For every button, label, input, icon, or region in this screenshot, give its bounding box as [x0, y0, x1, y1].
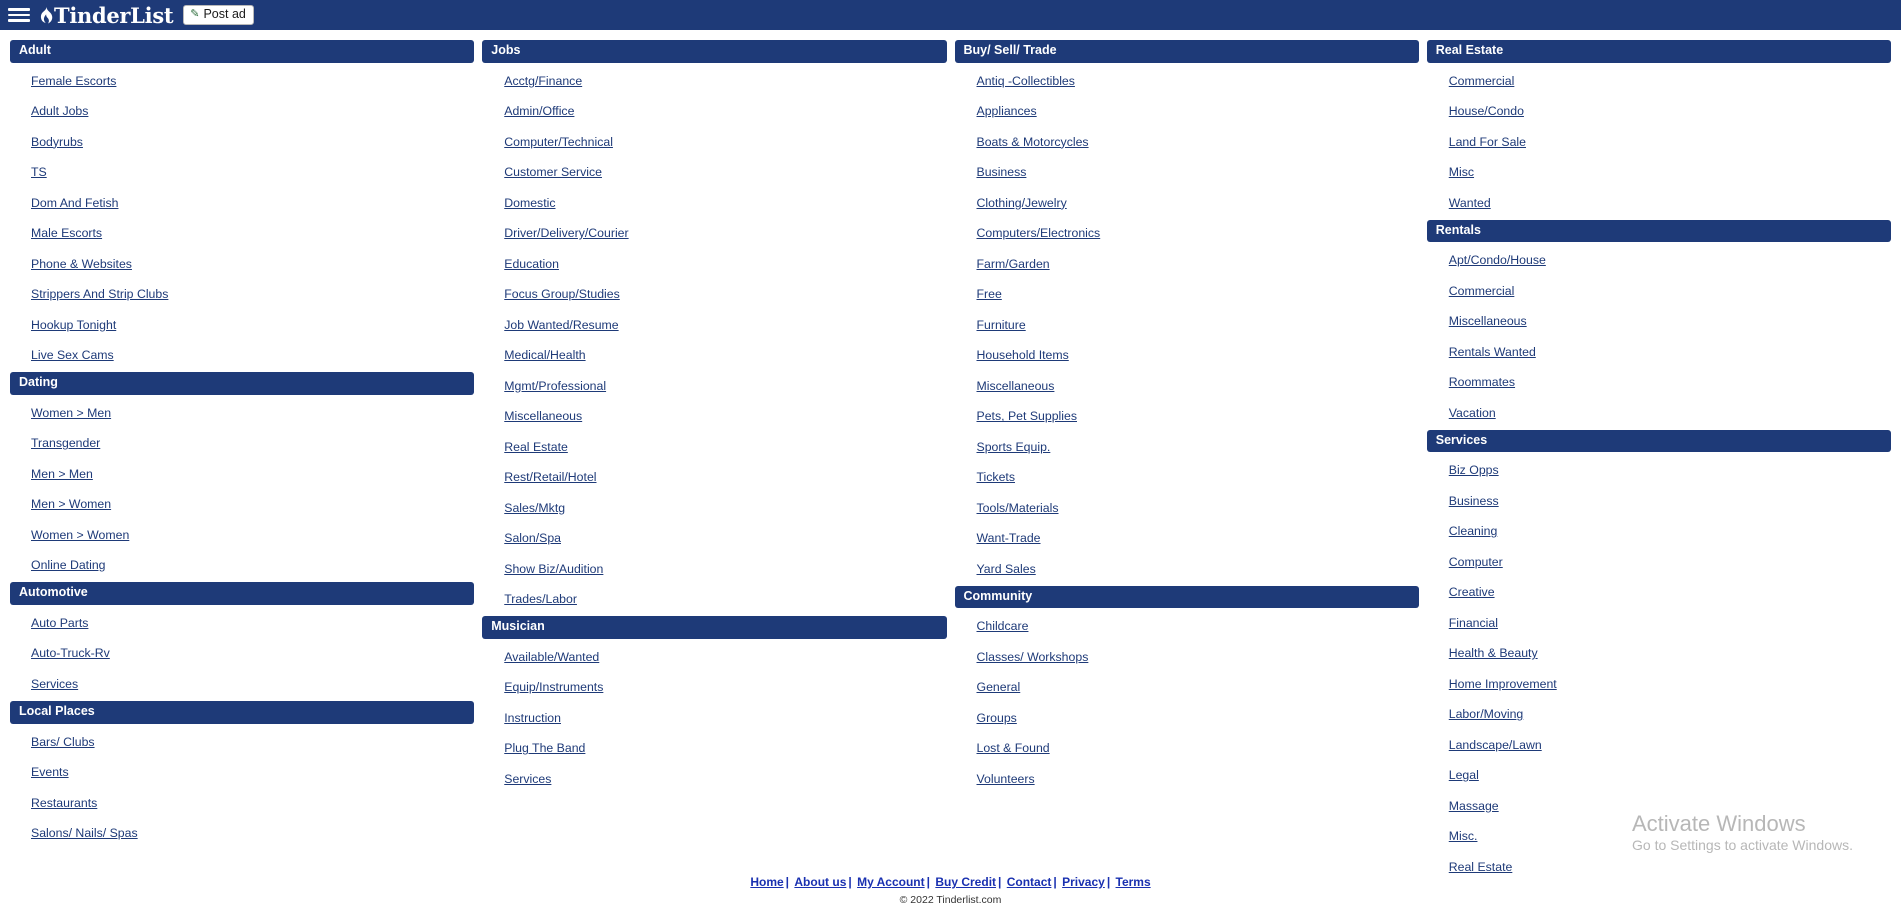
- link-phone-and-websites[interactable]: Phone & Websites: [31, 256, 132, 271]
- section-header-dating: Dating: [10, 372, 474, 395]
- list-item: [1427, 312, 1891, 330]
- section-dating: [10, 372, 474, 574]
- link-automotive-services[interactable]: Services: [31, 676, 79, 691]
- list-item: [955, 438, 1419, 456]
- link-rentals-commercial[interactable]: Commercial: [1448, 283, 1515, 298]
- section-musician: [482, 616, 946, 788]
- link-classes-workshops[interactable]: Classes/ Workshops: [976, 649, 1089, 664]
- section-header-local-places: Local Places: [10, 701, 474, 724]
- list-item: [955, 163, 1419, 181]
- list-item: [10, 133, 474, 151]
- list-item: [1427, 163, 1891, 181]
- section-header-jobs: Jobs: [482, 40, 946, 63]
- link-groups[interactable]: Groups: [976, 710, 1017, 725]
- section-header-adult: Adult: [10, 40, 474, 63]
- list-item: [955, 739, 1419, 757]
- list-item: [482, 194, 946, 212]
- category-grid: [0, 30, 1901, 884]
- link-rentals-miscellaneous[interactable]: Miscellaneous: [1448, 314, 1527, 329]
- site-header: [0, 0, 1901, 30]
- footer-separator: |: [1106, 875, 1111, 889]
- link-focus-group-studies[interactable]: Focus Group/Studies: [504, 287, 620, 302]
- link-equip-instruments[interactable]: Equip/Instruments: [504, 680, 604, 695]
- footer-separator: |: [848, 875, 852, 889]
- section-adult: [10, 40, 474, 364]
- list-item: [1427, 251, 1891, 269]
- link-computer-technical[interactable]: Computer/Technical: [504, 134, 613, 149]
- list-item: [1427, 614, 1891, 632]
- list-item: [10, 404, 474, 422]
- list-item: [1427, 522, 1891, 540]
- list-item: [955, 194, 1419, 212]
- link-rentals-wanted[interactable]: Rentals Wanted: [1448, 344, 1536, 359]
- list-item: [1427, 553, 1891, 571]
- link-restaurants[interactable]: Restaurants: [31, 795, 98, 810]
- list-item: [10, 194, 474, 212]
- list-item: [482, 72, 946, 90]
- link-mgmt-professional[interactable]: Mgmt/Professional: [504, 378, 607, 393]
- footer-link-home[interactable]: Home: [750, 875, 784, 889]
- list-item: [1427, 282, 1891, 300]
- footer-link-my-account[interactable]: My Account: [857, 875, 925, 889]
- section-rentals: [1427, 220, 1891, 422]
- link-strippers-and-strip-clubs[interactable]: Strippers And Strip Clubs: [31, 287, 169, 302]
- list-item: [482, 285, 946, 303]
- footer-links: [0, 875, 1901, 889]
- list-item: [1427, 343, 1891, 361]
- link-list-automotive: [10, 605, 474, 693]
- link-list-local-places: [10, 724, 474, 843]
- list-item: [10, 346, 474, 364]
- link-re-misc[interactable]: Misc: [1448, 165, 1475, 180]
- section-jobs: [482, 40, 946, 608]
- link-jobs-miscellaneous[interactable]: Miscellaneous: [504, 409, 583, 424]
- link-services-business[interactable]: Business: [1448, 493, 1499, 508]
- list-item: [482, 648, 946, 666]
- link-yard-sales[interactable]: Yard Sales: [976, 561, 1036, 576]
- list-item: [10, 255, 474, 273]
- list-item: [10, 824, 474, 842]
- footer-separator: |: [785, 875, 790, 889]
- link-adult-jobs[interactable]: Adult Jobs: [31, 104, 89, 119]
- list-item: [10, 794, 474, 812]
- link-female-escorts[interactable]: Female Escorts: [31, 73, 117, 88]
- list-item: [955, 133, 1419, 151]
- link-general[interactable]: General: [976, 680, 1021, 695]
- list-item: [482, 678, 946, 696]
- footer-separator: |: [998, 875, 1002, 889]
- list-item: [955, 285, 1419, 303]
- link-appliances[interactable]: Appliances: [976, 104, 1037, 119]
- flame-icon: [40, 7, 53, 24]
- list-item: [482, 102, 946, 120]
- section-header-rentals: Rentals: [1427, 220, 1891, 243]
- list-item: [482, 316, 946, 334]
- link-auto-truck-rv[interactable]: Auto-Truck-Rv: [31, 646, 110, 661]
- hamburger-menu-icon[interactable]: [8, 6, 30, 24]
- list-item: [10, 102, 474, 120]
- watermark-subtitle: Go to Settings to activate Windows.: [1632, 837, 1853, 854]
- list-item: [1427, 583, 1891, 601]
- list-item: [10, 465, 474, 483]
- link-tools-materials[interactable]: Tools/Materials: [976, 500, 1059, 515]
- link-medical-health[interactable]: Medical/Health: [504, 348, 586, 363]
- footer-separator: |: [926, 875, 930, 889]
- post-ad-label: Post ad: [203, 6, 246, 21]
- link-salon-spa[interactable]: Salon/Spa: [504, 531, 561, 546]
- list-item: [10, 675, 474, 693]
- link-health-beauty[interactable]: Health & Beauty: [1448, 646, 1538, 661]
- list-item: [482, 770, 946, 788]
- list-item: [482, 529, 946, 547]
- footer-link-about-us[interactable]: About us: [794, 875, 847, 889]
- list-item: [10, 72, 474, 90]
- list-item: [1427, 766, 1891, 784]
- list-item: [10, 224, 474, 242]
- link-pets-pet-supplies[interactable]: Pets, Pet Supplies: [976, 409, 1077, 424]
- list-item: [482, 346, 946, 364]
- link-creative[interactable]: Creative: [1448, 585, 1495, 600]
- section-header-community: Community: [955, 586, 1419, 609]
- link-bodyrubs[interactable]: Bodyrubs: [31, 134, 83, 149]
- section-header-musician: Musician: [482, 616, 946, 639]
- list-item: [955, 346, 1419, 364]
- link-household-items[interactable]: Household Items: [976, 348, 1069, 363]
- list-item: [10, 763, 474, 781]
- link-apt-condo-house[interactable]: Apt/Condo/House: [1448, 253, 1546, 268]
- list-item: [10, 556, 474, 574]
- list-item: [1427, 461, 1891, 479]
- section-automotive: [10, 582, 474, 693]
- footer-link-terms[interactable]: Terms: [1115, 875, 1151, 889]
- link-massage[interactable]: Massage: [1448, 798, 1499, 813]
- footer-link-buy-credit[interactable]: Buy Credit: [935, 875, 997, 889]
- link-online-dating[interactable]: Online Dating: [31, 558, 106, 573]
- link-computers-electronics[interactable]: Computers/Electronics: [976, 226, 1101, 241]
- footer-link-privacy[interactable]: Privacy: [1062, 875, 1105, 889]
- list-item: [955, 72, 1419, 90]
- list-item: [482, 133, 946, 151]
- link-land-for-sale[interactable]: Land For Sale: [1448, 134, 1526, 149]
- link-farm-garden[interactable]: Farm/Garden: [976, 256, 1050, 271]
- link-live-sex-cams[interactable]: Live Sex Cams: [31, 348, 114, 363]
- link-hookup-tonight[interactable]: Hookup Tonight: [31, 317, 117, 332]
- link-available-wanted[interactable]: Available/Wanted: [504, 649, 600, 664]
- list-item: [955, 499, 1419, 517]
- link-roommates[interactable]: Roommates: [1448, 375, 1516, 390]
- category-column-3: [955, 40, 1419, 796]
- list-item: [955, 407, 1419, 425]
- link-services-real-estate[interactable]: Real Estate: [1448, 859, 1513, 874]
- list-item: [1427, 102, 1891, 120]
- list-item: [955, 560, 1419, 578]
- list-item: [1427, 858, 1891, 876]
- link-clothing-jewelry[interactable]: Clothing/Jewelry: [976, 195, 1067, 210]
- section-header-services: Services: [1427, 430, 1891, 453]
- site-logo[interactable]: [40, 3, 173, 28]
- link-education[interactable]: Education: [504, 256, 559, 271]
- link-house-condo[interactable]: House/Condo: [1448, 104, 1524, 119]
- brand-text: TinderList: [54, 2, 174, 28]
- list-item: [482, 438, 946, 456]
- list-item: [1427, 797, 1891, 815]
- link-male-escorts[interactable]: Male Escorts: [31, 226, 103, 241]
- link-sports-equip[interactable]: Sports Equip.: [976, 439, 1051, 454]
- list-item: [955, 316, 1419, 334]
- list-item: [1427, 827, 1891, 845]
- list-item: [10, 316, 474, 334]
- list-item: [1427, 675, 1891, 693]
- link-list-adult: [10, 63, 474, 365]
- link-re-commercial[interactable]: Commercial: [1448, 73, 1515, 88]
- section-services: [1427, 430, 1891, 876]
- list-item: [1427, 492, 1891, 510]
- link-driver-delivery-courier[interactable]: Driver/Delivery/Courier: [504, 226, 629, 241]
- list-item: [955, 377, 1419, 395]
- link-events[interactable]: Events: [31, 765, 69, 779]
- section-local-places: [10, 701, 474, 842]
- link-ts[interactable]: TS: [31, 165, 47, 180]
- site-footer: [0, 875, 1901, 914]
- category-column-4: [1427, 40, 1891, 884]
- list-item: [10, 644, 474, 662]
- list-item: [10, 526, 474, 544]
- link-volunteers[interactable]: Volunteers: [976, 771, 1035, 786]
- list-item: [10, 285, 474, 303]
- link-rest-retail-hotel[interactable]: Rest/Retail/Hotel: [504, 470, 597, 485]
- list-item: [955, 468, 1419, 486]
- link-plug-the-band[interactable]: Plug The Band: [504, 741, 586, 756]
- list-item: [1427, 373, 1891, 391]
- list-item: [482, 499, 946, 517]
- link-list-dating: [10, 395, 474, 575]
- link-men-men[interactable]: Men > Men: [31, 466, 93, 481]
- link-business[interactable]: Business: [976, 165, 1027, 180]
- link-financial[interactable]: Financial: [1448, 615, 1498, 630]
- list-item: [482, 224, 946, 242]
- section-header-real-estate: Real Estate: [1427, 40, 1891, 63]
- footer-link-contact[interactable]: Contact: [1006, 875, 1052, 889]
- section-header-buy-sell-trade: Buy/ Sell/ Trade: [955, 40, 1419, 63]
- list-item: [955, 648, 1419, 666]
- link-transgender[interactable]: Transgender: [31, 436, 101, 451]
- list-item: [955, 255, 1419, 273]
- link-lost-found[interactable]: Lost & Found: [976, 741, 1050, 756]
- list-item: [10, 163, 474, 181]
- list-item: [955, 678, 1419, 696]
- link-sales-mktg[interactable]: Sales/Mktg: [504, 500, 566, 515]
- pencil-icon: ✎: [190, 8, 200, 21]
- category-column-1: [10, 40, 474, 850]
- section-buy-sell-trade: [955, 40, 1419, 578]
- link-list-buy-sell-trade: [955, 63, 1419, 578]
- link-childcare[interactable]: Childcare: [976, 619, 1029, 634]
- list-item: [955, 102, 1419, 120]
- list-item: [482, 590, 946, 608]
- list-item: [955, 529, 1419, 547]
- link-antiq-collectibles[interactable]: Antiq -Collectibles: [976, 73, 1075, 88]
- list-item: [482, 407, 946, 425]
- list-item: [955, 709, 1419, 727]
- list-item: [10, 434, 474, 452]
- list-item: [10, 495, 474, 513]
- link-job-wanted-resume[interactable]: Job Wanted/Resume: [504, 317, 619, 332]
- link-home-improvement[interactable]: Home Improvement: [1448, 676, 1557, 691]
- list-item: [10, 733, 474, 751]
- link-landscape-lawn[interactable]: Landscape/Lawn: [1448, 737, 1542, 752]
- link-jobs-real-estate[interactable]: Real Estate: [504, 439, 568, 454]
- list-item: [955, 617, 1419, 635]
- link-auto-parts[interactable]: Auto Parts: [31, 615, 89, 630]
- list-item: [482, 739, 946, 757]
- link-customer-service[interactable]: Customer Service: [504, 165, 602, 180]
- list-item: [482, 377, 946, 395]
- link-list-services: [1427, 452, 1891, 876]
- watermark-title: Activate Windows: [1632, 811, 1806, 837]
- link-tickets[interactable]: Tickets: [976, 470, 1015, 485]
- link-want-trade[interactable]: Want-Trade: [976, 531, 1041, 546]
- list-item: [482, 468, 946, 486]
- link-bars-clubs[interactable]: Bars/ Clubs: [31, 734, 95, 749]
- section-community: [955, 586, 1419, 788]
- link-bst-miscellaneous[interactable]: Miscellaneous: [976, 378, 1055, 393]
- list-item: [1427, 644, 1891, 662]
- link-acctg-finance[interactable]: Acctg/Finance: [504, 73, 583, 88]
- footer-separator: |: [1053, 875, 1057, 889]
- list-item: [1427, 736, 1891, 754]
- hamburger-bar: [8, 14, 30, 17]
- link-musician-services[interactable]: Services: [504, 771, 552, 786]
- link-dom-and-fetish[interactable]: Dom And Fetish: [31, 195, 119, 210]
- link-computer[interactable]: Computer: [1448, 554, 1503, 569]
- section-real-estate: [1427, 40, 1891, 212]
- link-boats-motorcycles[interactable]: Boats & Motorcycles: [976, 134, 1089, 149]
- list-item: [482, 560, 946, 578]
- link-admin-office[interactable]: Admin/Office: [504, 104, 575, 119]
- link-services-misc[interactable]: Misc.: [1448, 829, 1478, 844]
- link-women-men[interactable]: Women > Men: [31, 405, 112, 420]
- link-free[interactable]: Free: [976, 287, 1002, 302]
- copyright-text: © 2022 Tinderlist.com: [899, 894, 1002, 906]
- category-column-2: [482, 40, 946, 796]
- link-legal[interactable]: Legal: [1448, 768, 1479, 783]
- list-item: [1427, 404, 1891, 422]
- list-item: [482, 255, 946, 273]
- link-labor-moving[interactable]: Labor/Moving: [1448, 707, 1524, 722]
- hamburger-bar: [8, 8, 30, 11]
- list-item: [955, 770, 1419, 788]
- link-list-rentals: [1427, 242, 1891, 422]
- link-list-community: [955, 608, 1419, 788]
- link-biz-opps[interactable]: Biz Opps: [1448, 463, 1499, 478]
- list-item: [1427, 72, 1891, 90]
- link-instruction[interactable]: Instruction: [504, 710, 561, 725]
- link-list-musician: [482, 639, 946, 788]
- post-ad-button[interactable]: [183, 5, 254, 26]
- link-list-real-estate: [1427, 63, 1891, 212]
- list-item: [955, 224, 1419, 242]
- list-item: [1427, 705, 1891, 723]
- link-show-biz-audition[interactable]: Show Biz/Audition: [504, 561, 604, 576]
- link-salons-nails-spas[interactable]: Salons/ Nails/ Spas: [31, 826, 138, 840]
- link-men-women[interactable]: Men > Women: [31, 497, 112, 512]
- hamburger-bar: [8, 19, 30, 22]
- link-vacation[interactable]: Vacation: [1448, 405, 1496, 420]
- link-list-jobs: [482, 63, 946, 609]
- list-item: [482, 709, 946, 727]
- link-cleaning[interactable]: Cleaning: [1448, 524, 1498, 539]
- list-item: [10, 614, 474, 632]
- link-trades-labor[interactable]: Trades/Labor: [504, 592, 577, 607]
- list-item: [1427, 194, 1891, 212]
- link-women-women[interactable]: Women > Women: [31, 527, 130, 542]
- link-furniture[interactable]: Furniture: [976, 317, 1026, 332]
- section-header-automotive: Automotive: [10, 582, 474, 605]
- list-item: [1427, 133, 1891, 151]
- link-re-wanted[interactable]: Wanted: [1448, 195, 1491, 210]
- list-item: [482, 163, 946, 181]
- link-domestic[interactable]: Domestic: [504, 195, 556, 210]
